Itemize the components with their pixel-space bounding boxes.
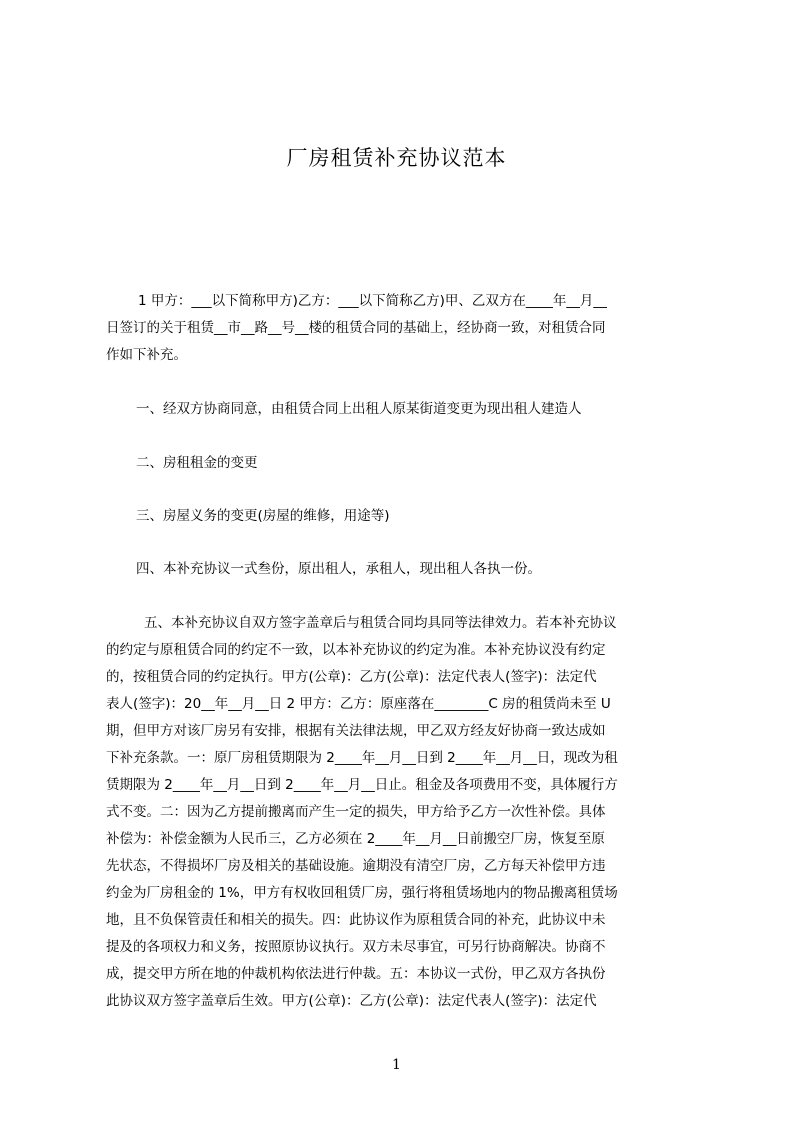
body-line: 地，且不负保管责任和相关的损失。四：此协议作为原租赁合同的补充，此协议中未 bbox=[106, 912, 606, 928]
intro-line: 日签订的关于租赁__市__路__号__楼的租赁合同的基础上，经协商一致，对租赁合同 bbox=[106, 320, 606, 336]
document-title: 厂房租赁补充协议范本 bbox=[286, 146, 507, 170]
body-line: 下补充条款。一：原厂房租赁期限为 2____年__月__日到 2____年__月__日，现改为租 bbox=[106, 750, 618, 766]
clause-3: 三、房屋义务的变更(房屋的维修，用途等) bbox=[136, 508, 390, 524]
body-line: 此协议双方签字盖章后生效。甲方(公章)：乙方(公章)：法定代表人(签字)：法定代 bbox=[106, 993, 597, 1009]
page-number: 1 bbox=[392, 1057, 401, 1073]
body-line: 约金为厂房租金的 1%，甲方有权收回租赁厂房，强行将租赁场地内的物品搬离租赁场 bbox=[106, 885, 618, 901]
intro-line: 1 甲方：___以下简称甲方)乙方：___以下简称乙方)甲、乙双方在____年__月__ bbox=[138, 293, 607, 309]
intro-line: 作如下补充。 bbox=[106, 347, 187, 363]
body-line: 的约定与原租赁合同的约定不一致，以本补充协议的约定为准。本补充协议没有约定 bbox=[106, 642, 606, 658]
body-line: 成，提交甲方所在地的仲裁机构依法进行仲裁。五：本协议一式份，甲乙双方各执份 bbox=[106, 966, 606, 982]
body-line: 五、本补充协议自双方签字盖章后与租赁合同均具同等法律效力。若本补充协议 bbox=[144, 615, 617, 631]
body-line: 期，但甲方对该厂房另有安排，根据有关法律法规，甲乙双方经友好协商一致达成如 bbox=[106, 723, 606, 739]
body-line: 补偿为：补偿金额为人民币三，乙方必须在 2____年__月__日前搬空厂房，恢复至原 bbox=[106, 831, 605, 847]
body-line: 赁期限为 2____年__月__日到 2____年__月__日止。租金及各项费用不变，具体履行方 bbox=[106, 777, 618, 793]
body-line: 表人(签字)：20__年__月__日 2 甲方：乙方：原座落在________C 房的租赁尚未至 U bbox=[106, 696, 611, 712]
clause-4: 四、本补充协议一式叁份，原出租人，承租人，现出租人各执一份。 bbox=[136, 561, 541, 577]
body-line: 式不变。二：因为乙方提前搬离而产生一定的损失，甲方给予乙方一次性补偿。具体 bbox=[106, 804, 606, 820]
clause-2: 二、房租租金的变更 bbox=[136, 455, 258, 471]
clause-1: 一、经双方协商同意，由租赁合同上出租人原某街道变更为现出租人建造人 bbox=[136, 401, 582, 417]
body-line: 提及的各项权力和义务，按照原协议执行。双方未尽事宜，可另行协商解决。协商不 bbox=[106, 939, 606, 955]
body-line: 先状态，不得损坏厂房及相关的基础设施。逾期没有清空厂房，乙方每天补偿甲方违 bbox=[106, 858, 606, 874]
body-line: 的，按租赁合同的约定执行。甲方(公章)：乙方(公章)：法定代表人(签字)：法定代 bbox=[106, 669, 597, 685]
